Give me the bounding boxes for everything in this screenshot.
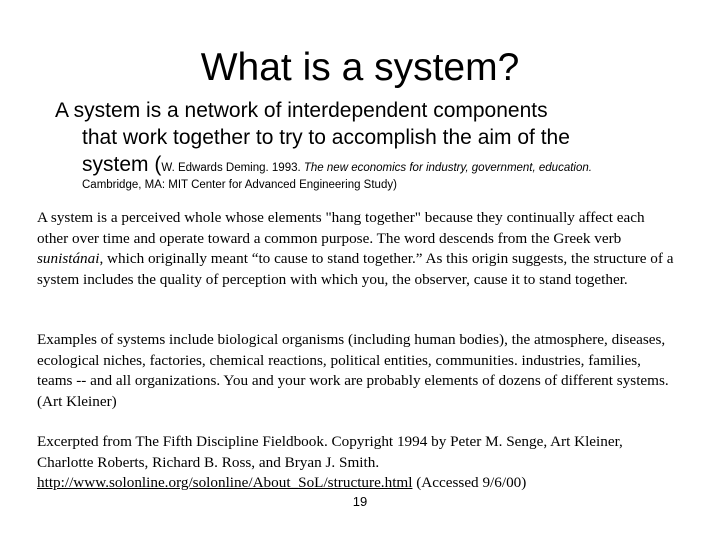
citation-publisher: Cambridge, MA: MIT Center for Advanced Engineering Study) — [82, 179, 397, 191]
definition-line-3-text: system ( — [82, 153, 162, 176]
definition-line-1: A system is a network of interdependent components — [55, 99, 548, 122]
definition-line-2: that work together to try to accomplish the aim of the — [82, 126, 570, 149]
paragraph-1-text-a: A system is a perceived whole whose elements "hang together" because they continually affect each other over time and operate toward a common purpose. The word descends from the Greek verb — [37, 209, 645, 247]
source-text: Excerpted from The Fifth Discipline Fieldbook. Copyright 1994 by Peter M. Senge, Art Kleiner, Charlotte Roberts, Richard B. Ross, and Bryan J. Smith. — [37, 433, 623, 471]
paragraph-1-text-b: , which originally meant “to cause to stand together.” As this origin suggests, the structure of a system includes the quality of perception with which you, the observer, cause it to stand together. — [37, 250, 674, 289]
citation-author: W. Edwards Deming. 1993. — [161, 162, 304, 174]
title-text: What is a system? — [200, 46, 520, 89]
accessed-date: (Accessed 9/6/00) — [412, 474, 527, 492]
definition-block — [55, 97, 675, 178]
definition-line-3 — [55, 151, 675, 178]
source-link[interactable]: http://www.solonline.org/solonline/About_SoL/structure.html — [37, 474, 413, 492]
paragraph-examples: Examples of systems include biological organisms (including human bodies), the atmosphere, diseases, ecological niches, factories, chemical reactions, political entities, communities. industries, families, teams -- and all organizations. You and your work are probably elements of dozens of different systems. (Art Kleiner) — [37, 331, 669, 411]
slide-title — [0, 44, 720, 92]
greek-word: sunistánai — [37, 250, 100, 268]
page-number: 19 — [352, 494, 368, 509]
paragraph-perceived-whole — [37, 208, 677, 291]
citation-book-title: The new economics for industry, government, education. — [303, 162, 592, 174]
paragraph-source — [37, 432, 677, 494]
